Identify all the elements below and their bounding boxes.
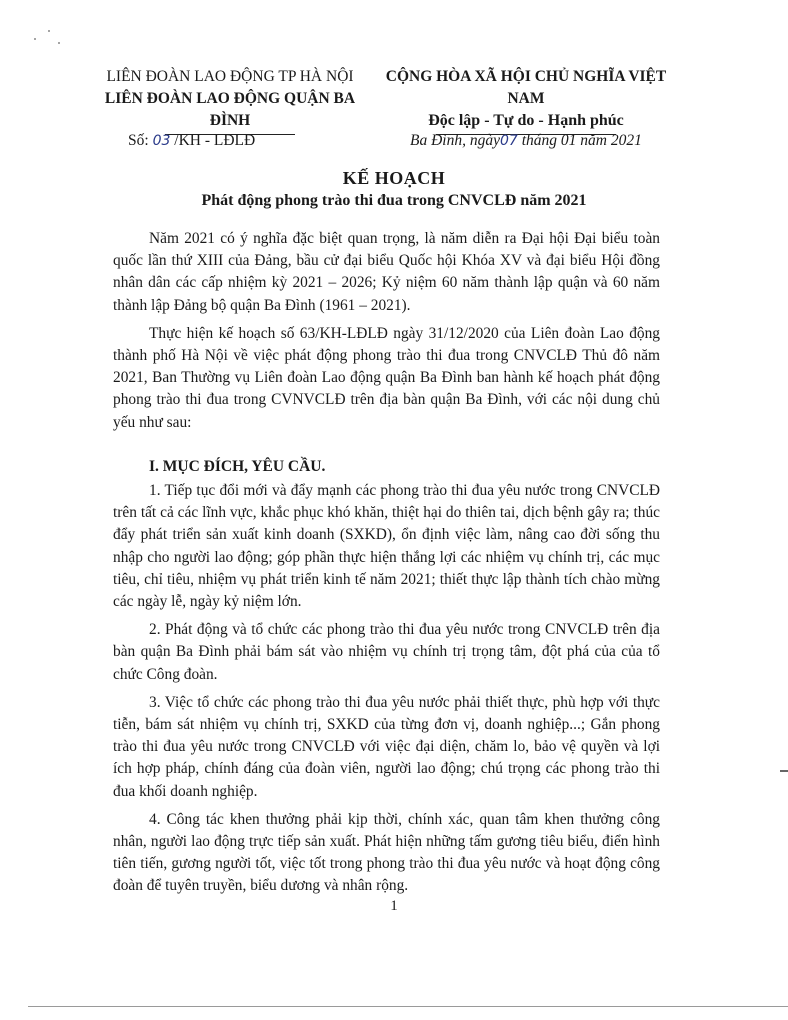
scan-bottom-line (28, 1006, 788, 1007)
document-body (113, 228, 660, 904)
document-title: KẾ HOẠCH (342, 168, 446, 188)
page-number: 1 (390, 898, 398, 914)
document-date (410, 132, 642, 150)
scan-speck (48, 30, 50, 32)
scan-speck (34, 38, 36, 40)
section-item-4: 4. Công tác khen thưởng phải kịp thời, chính xác, quan tâm khen thưởng công nhân, người lao động trực tiếp sản xuất. Phát hiện những tấm gương tiêu biểu, điển hình tiên tiến, gương người tốt, việc tốt trong phong trào thi đua yêu nước và hoạt động công đoàn để tuyên truyền, biểu dương và nhân rộng. (113, 810, 660, 895)
scan-speck (58, 42, 60, 44)
docno-handwritten-number: 03 (152, 133, 171, 149)
docno-suffix: /KH - LĐLĐ (174, 132, 256, 149)
document-number (128, 132, 255, 150)
date-handwritten-day: 07 (499, 133, 518, 149)
date-prefix: Ba Đình, ngày (410, 132, 500, 149)
docno-prefix: Số: (128, 132, 149, 149)
parent-organization: LIÊN ĐOÀN LAO ĐỘNG TP HÀ NỘI (106, 68, 354, 85)
scan-edge-mark (780, 770, 788, 772)
organization-name: LIÊN ĐOÀN LAO ĐỘNG QUẬN BA ĐÌNH (104, 90, 356, 129)
section-item-1: 1. Tiếp tục đổi mới và đẩy mạnh các phong trào thi đua yêu nước trong CNVCLĐ trên tất cả các lĩnh vực, khắc phục khó khăn, thiệt hại do thiên tai, dịch bệnh gây ra; thúc đẩy phát triển sản xuất kinh doanh (SXKD), ổn định việc làm, nâng cao đời sống thu nhập cho người lao động; góp phần thực hiện thắng lợi các nhiệm vụ chính trị, các mục tiêu, chỉ tiêu, nhiệm vụ phát triển kinh tế năm 2021; thiết thực lập thành tích chào mừng các ngày lễ, ngày kỷ niệm lớn. (113, 482, 660, 611)
section-item-3: 3. Việc tổ chức các phong trào thi đua yêu nước phải thiết thực, phù hợp với thực tiễn, bám sát nhiệm vụ chính trị, SXKD của từng đơn vị, doanh nghiệp...; Gắn phong trào thi đua yêu nước trong CNVCLĐ với việc đại diện, chăm lo, bảo vệ quyền và lợi ích hợp pháp, chính đáng của đoàn viên, người lao động; chú trọng các phong trào thi đua khối doanh nghiệp. (113, 693, 660, 800)
intro-paragraph-2: Thực hiện kế hoạch số 63/KH-LĐLĐ ngày 31/12/2020 của Liên đoàn Lao động thành phố Hà Nội về việc phát động phong trào thi đua trong CNVCLĐ Thủ đô năm 2021, Ban Thường vụ Liên đoàn Lao động quận Ba Đình ban hành kế hoạch phát động phong trào thi đua trong CVNVCLĐ trên địa bàn quận Ba Đình, với các nội dung chủ yếu như sau: (113, 324, 660, 431)
national-heading (366, 66, 686, 135)
national-motto: Độc lập - Tự do - Hạnh phúc (428, 112, 624, 129)
date-suffix: tháng 01 năm 2021 (521, 132, 642, 149)
intro-paragraph-1: Năm 2021 có ý nghĩa đặc biệt quan trọng, là năm diễn ra Đại hội Đại biểu toàn quốc lần thứ XIII của Đảng, bầu cử đại biểu Quốc hội Khóa XV và đại biểu Hội đồng nhân dân các cấp nhiệm kỳ 2021 – 2026; Kỷ niệm 60 năm thành lập quận và 60 năm thành lập Đảng bộ quận Ba Đình (1961 – 2021). (113, 230, 660, 314)
document-subtitle: Phát động phong trào thi đua trong CNVCLĐ năm 2021 (201, 192, 587, 209)
issuing-organization (90, 66, 370, 135)
section-heading: I. MỤC ĐÍCH, YÊU CẦU. (149, 457, 326, 475)
nation-name: CỘNG HÒA XÃ HỘI CHỦ NGHĨA VIỆT NAM (385, 68, 667, 107)
section-item-2: 2. Phát động và tổ chức các phong trào thi đua yêu nước trong CNVCLĐ trên địa bàn quận Ba Đình phải bám sát vào nhiệm vụ chính trị trọng tâm, đột phá của của tổ chức Công đoàn. (113, 621, 660, 683)
